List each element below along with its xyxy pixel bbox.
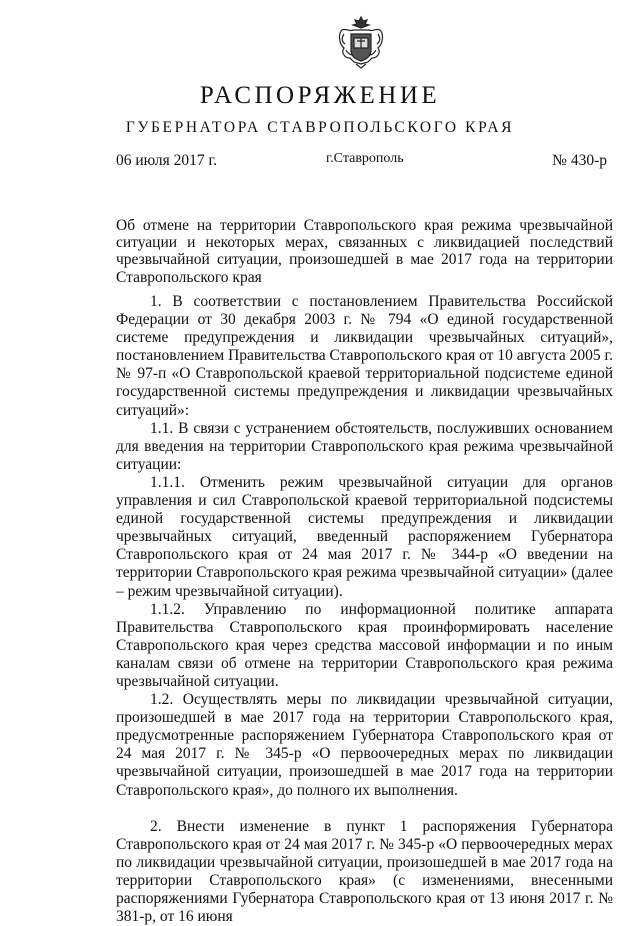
paragraph-1: 1. В соответствии с постановлением Правительства Российской Федерации от 30 декабря 2003 г. № 794 «О единой государственной системе предупреждения и ликвидации чрезвычайных ситуаций», постановлением Правительства Ставропольского края от 10 августа 2005 г. № 97-п «О Ставропольской краевой территориальной подсистеме единой государственной системы предупреждения и ликвидации чрезвычайных ситуаций»: xyxy=(116,293,613,419)
document-body xyxy=(116,293,613,926)
document-subtitle: ГУБЕРНАТОРА СТАВРОПОЛЬСКОГО КРАЯ xyxy=(125,119,515,136)
paragraph-1-2: 1.2. Осуществлять меры по ликвидации чрезвычайной ситуации, произошедшей в мае 2017 года на территории Ставропольского края, предусмотренные распоряжением Губернатора Ставропольского края от 24 мая 2017 г. № 345-р «О первоочередных мерах по ликвидации чрезвычайной ситуации, произошедшей в мае 2017 года на территории Ставропольского края», до полного их выполнения. xyxy=(116,691,613,799)
paragraph-2: 2. Внести изменение в пункт 1 распоряжения Губернатора Ставропольского края от 24 мая 2017 г. № 345-р «О первоочередных мерах по ликвидации чрезвычайной ситуации, произошедшей в мае 2017 года на территории Ставропольского края» (с изменениями, внесенными распоряжениями Губернатора Ставропольского края от 13 июня 2017 г. № 381-р, от 16 июня xyxy=(116,817,613,926)
document-heading: Об отмене на территории Ставропольского края режима чрезвычайной ситуации и некоторых мерах, связанных с ликвидацией последствий чрезвычайной ситуации, произошедшей в мае 2017 года на территории Ставропольского края xyxy=(116,217,613,286)
document-number: № 430-р xyxy=(552,152,607,169)
paragraph-1-1-1: 1.1.1. Отменить режим чрезвычайной ситуации для органов управления и сил Ставропольской краевой территориальной подсистемы единой государственной системы предупреждения и ликвидации чрезвычайных ситуаций, введенный распоряжением Губернатора Ставропольского края от 24 мая 2017 г. № 344-р «О введении на территории Ставропольского края режима чрезвычайной ситуации» (далее – режим чрезвычайной ситуации). xyxy=(116,473,613,600)
coat-of-arms-icon xyxy=(336,14,386,70)
document-city: г.Ставрополь xyxy=(326,151,404,166)
paragraph-1-1: 1.1. В связи с устранением обстоятельств, послуживших основанием для введения на территории Ставропольского края режима чрезвычайной ситуации: xyxy=(116,419,613,473)
document-title: РАСПОРЯЖЕНИЕ xyxy=(199,82,441,109)
paragraph-1-1-2: 1.1.2. Управлению по информационной политике аппарата Правительства Ставропольского края проинформировать население Ставропольского края через средства массовой информации и по иным каналам связи об отмене на территории Ставропольского края режима чрезвычайной ситуации. xyxy=(116,600,613,690)
document-date: 06 июля 2017 г. xyxy=(116,152,217,169)
